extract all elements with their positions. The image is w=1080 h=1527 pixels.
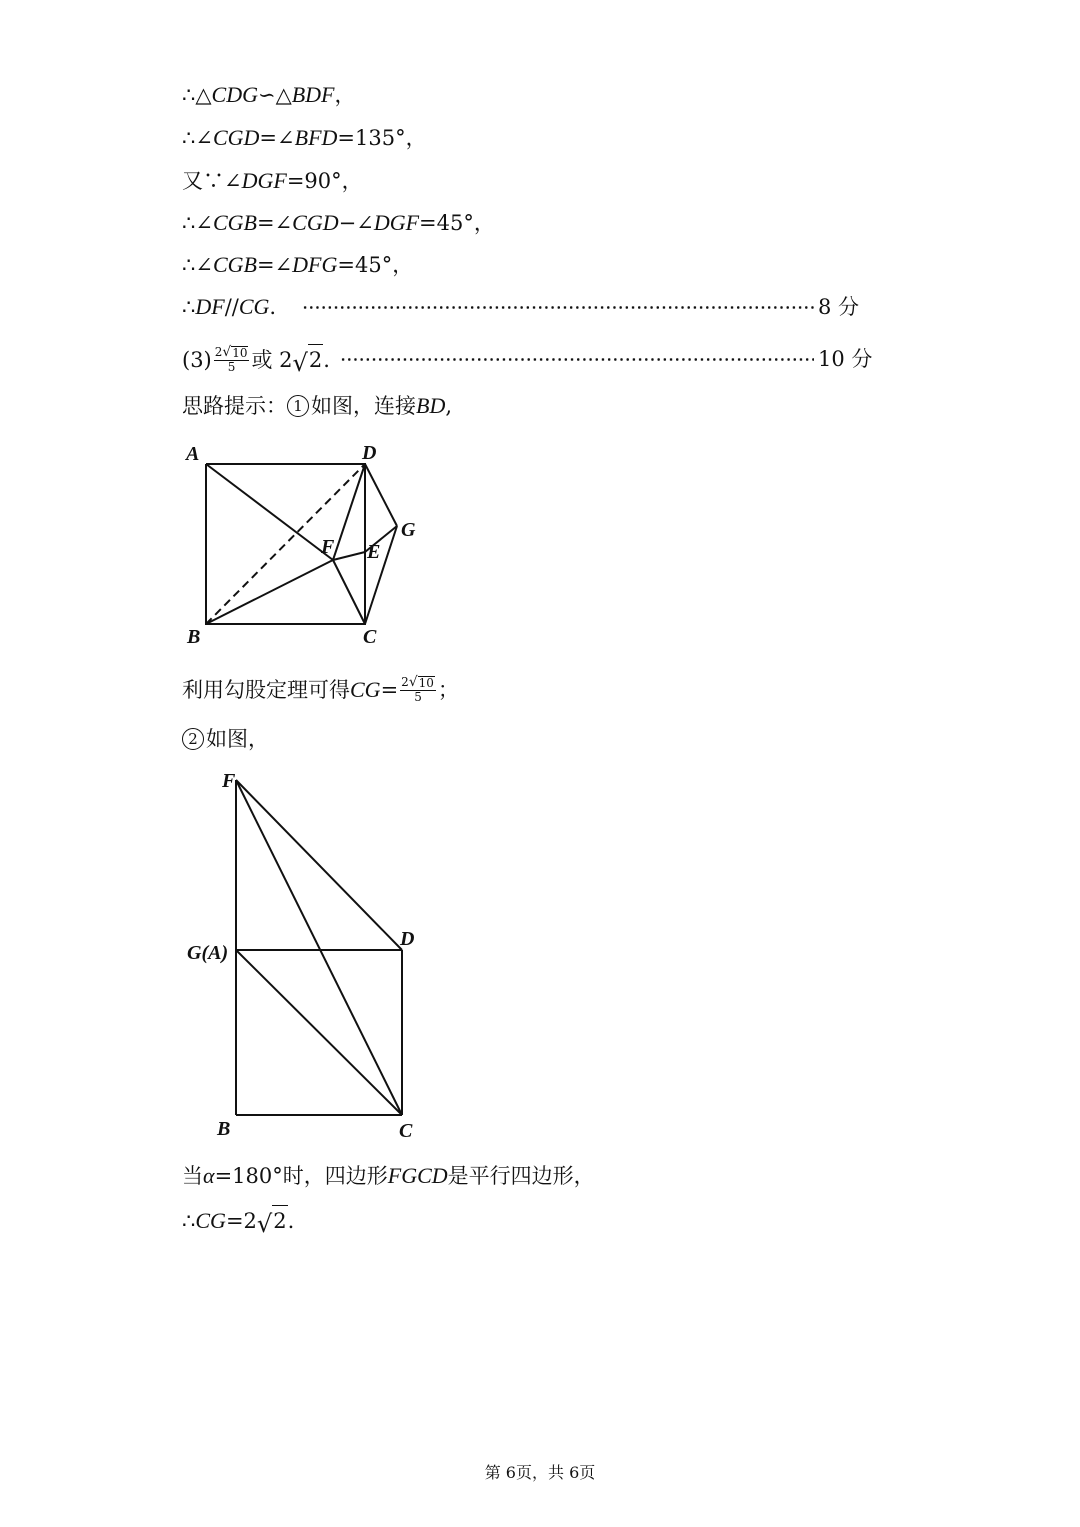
sqrt-2	[257, 1205, 288, 1236]
fraction-2sqrt10-over-5	[214, 343, 250, 374]
text: 是平行四边形，	[447, 1164, 595, 1188]
text: .	[287, 1208, 295, 1233]
text: =2	[225, 1208, 257, 1233]
segment-bd: BD	[416, 393, 446, 418]
proof-line-2	[182, 123, 427, 153]
text: ∽△	[257, 83, 292, 107]
label-g: G	[401, 519, 416, 541]
sqrt-icon: √	[256, 1209, 273, 1238]
text: −∠	[338, 211, 374, 235]
angle-cgd: CGD	[212, 125, 260, 150]
label-a: A	[186, 443, 200, 465]
text: =135°，	[337, 126, 427, 150]
sqrt-2	[293, 344, 324, 375]
sqrt-icon: √	[292, 348, 308, 377]
label-b: B	[217, 1118, 231, 1140]
text: ∴∠	[182, 253, 213, 277]
angle-dgf: DGF	[373, 210, 420, 235]
text: =∠	[256, 211, 293, 235]
angle-bfd: BFD	[294, 125, 338, 150]
label-b: B	[187, 626, 201, 648]
pythagoras-line	[182, 675, 459, 705]
text: .	[269, 295, 277, 319]
score-8: 8 分	[818, 295, 860, 319]
coef: 2	[214, 344, 223, 359]
angle-cgd: CGD	[292, 210, 339, 235]
text: =45°，	[419, 211, 495, 235]
angle-cgb: CGB	[212, 252, 257, 277]
text: 又∵∠	[182, 169, 242, 193]
radicand: 2	[272, 1205, 287, 1236]
text: =180°时，四边形	[214, 1164, 388, 1188]
text: =	[380, 678, 399, 702]
text: ∴∠	[182, 211, 213, 235]
text: 或 2	[251, 347, 293, 372]
text: ∴	[182, 295, 196, 319]
quad-fgcd: FGCD	[387, 1163, 448, 1188]
figure-1	[180, 440, 430, 655]
part-number: (3)	[182, 347, 212, 372]
hint-line	[182, 391, 452, 421]
label-e: E	[367, 541, 381, 563]
text: 当	[182, 1164, 203, 1188]
text: ，	[334, 83, 356, 107]
denominator: 5	[227, 359, 236, 374]
angle-dfg: DFG	[292, 252, 338, 277]
segment-bd-dashed	[206, 464, 365, 624]
text: ∴∠	[182, 126, 213, 150]
alpha: α	[203, 1163, 215, 1188]
coef: 2	[401, 675, 409, 690]
proof-line-5	[182, 250, 413, 280]
segment-af	[206, 464, 333, 560]
label-c: C	[363, 626, 377, 648]
text: =∠	[259, 126, 295, 150]
fraction-2sqrt10-over-5	[400, 676, 436, 704]
segment-bf	[206, 560, 333, 624]
text: 如图，	[206, 727, 269, 751]
radicand: 10	[232, 345, 248, 360]
dot-leader	[302, 306, 814, 309]
segment-cf	[333, 560, 365, 624]
segment-df	[333, 464, 365, 560]
segment-fd	[236, 780, 402, 950]
sqrt-icon: √	[408, 674, 418, 691]
label-c: C	[399, 1120, 413, 1142]
text: ,	[445, 394, 453, 418]
final-line	[182, 1205, 294, 1236]
segment-fe	[333, 552, 365, 560]
segment-df: DF	[195, 294, 225, 319]
label-f: F	[222, 770, 236, 792]
circled-number-2: 2	[182, 728, 204, 750]
text: ；	[437, 678, 459, 702]
segment-cg: CG	[350, 677, 381, 702]
radicand: 10	[418, 676, 434, 690]
text: 思路提示：	[182, 394, 287, 418]
page-footer: 第 6页，共 6页	[484, 1463, 596, 1482]
text: ∴△	[182, 83, 212, 107]
text: 如图，连接	[311, 394, 416, 418]
label-d: D	[362, 442, 377, 464]
sqrt-icon: √	[222, 343, 232, 360]
proof-line-3	[182, 166, 363, 196]
segment-gc	[236, 950, 402, 1115]
segment-dg	[365, 464, 397, 526]
proof-line-1	[182, 80, 355, 110]
segment-fc	[236, 780, 402, 1115]
segment-cg: CG	[195, 1207, 226, 1233]
label-d: D	[400, 928, 415, 950]
circled-number-1: 1	[287, 395, 309, 417]
label-f: F	[321, 536, 335, 558]
text: ∴	[182, 1208, 196, 1233]
label-g-a: G(A)	[187, 942, 229, 964]
text: //	[224, 295, 239, 319]
radicand: 2	[308, 344, 323, 375]
segment-cg: CG	[238, 294, 270, 319]
text: 利用勾股定理可得	[182, 678, 350, 702]
text: =90°，	[286, 169, 363, 193]
dot-leader	[340, 358, 814, 361]
triangle-cdg: CDG	[211, 82, 258, 107]
parallelogram-line	[182, 1161, 595, 1191]
score-10: 10 分	[818, 347, 873, 371]
text: .	[323, 347, 330, 372]
answer-line-3	[182, 344, 882, 375]
case-2-line	[182, 724, 269, 754]
proof-line-4	[182, 208, 495, 238]
denominator: 5	[414, 690, 422, 704]
text: =∠	[256, 253, 293, 277]
angle-cgb: CGB	[212, 210, 257, 235]
angle-dgf: DGF	[241, 168, 287, 193]
triangle-bdf: BDF	[291, 82, 335, 107]
proof-line-6	[182, 292, 882, 322]
text: =45°，	[337, 253, 414, 277]
figure-2	[180, 765, 430, 1145]
